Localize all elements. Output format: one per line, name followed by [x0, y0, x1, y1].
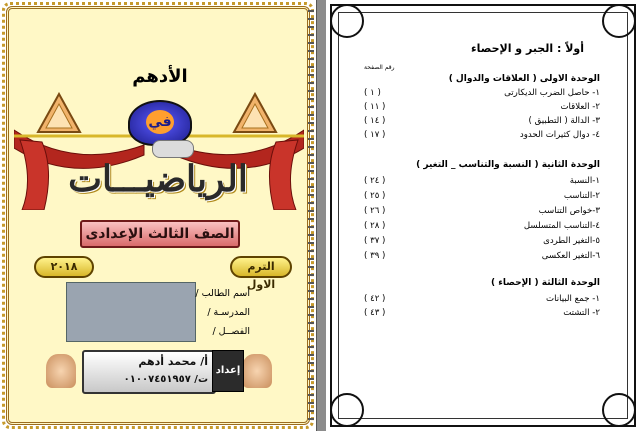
term-badge: الترم الاول — [230, 256, 292, 278]
field-class: الفصــل / — [212, 326, 250, 337]
toc-item-page: ( ٢٦ ) — [364, 206, 386, 216]
unit-title-3: الوحدة الثالثة ( الإحصاء ) — [490, 278, 600, 288]
corner-ornament-tr — [602, 4, 636, 38]
toc-row — [364, 88, 600, 100]
toc-item-label: ٣-خواص التناسب — [538, 206, 600, 216]
hand-ornament-right — [242, 354, 272, 388]
contents-page — [326, 0, 640, 431]
toc-item-page: ( ٣٧ ) — [364, 236, 386, 246]
student-info-box — [66, 282, 196, 342]
toc-item-label: ٢-التناسب — [563, 191, 600, 201]
triangle-ornament-left — [36, 92, 82, 134]
toc-row — [364, 102, 600, 114]
author-title: الأدهم — [132, 66, 188, 87]
toc-row — [364, 176, 600, 188]
masks-ornament — [152, 140, 194, 158]
toc-item-label: ٢- العلاقات — [560, 102, 600, 112]
toc-item-label: ١- جمع البيانات — [546, 294, 600, 304]
emblem-label: في — [146, 110, 174, 134]
hand-ornament-left — [46, 354, 76, 388]
toc-item-label: ٣- الدالة ( التطبيق ) — [528, 116, 600, 126]
year-badge: ٢٠١٨ — [34, 256, 94, 278]
toc-row — [364, 251, 600, 263]
toc-item-label: ٦-التغير العكسى — [541, 251, 600, 261]
field-student-name: اسم الطالب / — [195, 288, 250, 299]
page-number-header: رقم الصفحة — [364, 64, 395, 71]
toc-item-page: ( ٢٥ ) — [364, 191, 386, 201]
corner-ornament-bl — [330, 393, 364, 427]
toc-item-label: ١-النسبة — [569, 176, 600, 186]
corner-ornament-tl — [330, 4, 364, 38]
cover-page — [0, 0, 317, 431]
section-title: أولاً : الجبر و الإحصاء — [471, 42, 584, 55]
subject-title: الرياضيـــات — [68, 158, 248, 200]
toc-item-page: ( ١٧ ) — [364, 130, 386, 140]
toc-row — [364, 116, 600, 128]
student-info-block — [66, 282, 250, 340]
field-school: المدرسـة / — [207, 307, 250, 318]
toc-row — [364, 221, 600, 233]
toc-row — [364, 191, 600, 203]
toc-row — [364, 236, 600, 248]
toc-item-page: ( ٣٩ ) — [364, 251, 386, 261]
toc-item-label: ٢- التشتت — [563, 308, 600, 318]
binding-marks — [308, 10, 314, 420]
teacher-name: أ/ محمد أدهم — [138, 355, 208, 368]
prepared-by-label: إعداد — [212, 350, 244, 392]
toc-item-page: ( ١٤ ) — [364, 116, 386, 126]
teacher-phone: ت/ ٠١٠٠٧٤٥١٩٥٧ — [123, 374, 208, 385]
unit-title-2: الوحدة الثانية ( النسبة والتناسب _ التغير ) — [416, 160, 600, 170]
unit-title-1: الوحدة الاولى ( العلاقات والدوال ) — [448, 74, 600, 84]
toc-row — [364, 206, 600, 218]
toc-item-label: ٤-التناسب المتسلسل — [523, 221, 600, 231]
teacher-box — [82, 350, 216, 394]
toc-item-page: ( ٢٨ ) — [364, 221, 386, 231]
toc-item-label: ٥-التغير الطردى — [543, 236, 600, 246]
toc-item-page: ( ٤٣ ) — [364, 308, 386, 318]
toc-item-label: ٤- دوال كثيرات الحدود — [519, 130, 600, 140]
toc-row — [364, 130, 600, 142]
toc-item-label: ١- حاصل الضرب الديكارتى — [504, 88, 600, 98]
toc-item-page: ( ٤٢ ) — [364, 294, 386, 304]
grade-label: الصف الثالث الإعدادى — [80, 220, 240, 248]
triangle-ornament-right — [232, 92, 278, 134]
toc-item-page: ( ١ ) — [364, 88, 381, 98]
toc-item-page: ( ١١ ) — [364, 102, 386, 112]
toc-row — [364, 294, 600, 306]
toc-item-page: ( ٢٤ ) — [364, 176, 386, 186]
toc-row — [364, 308, 600, 320]
corner-ornament-br — [602, 393, 636, 427]
